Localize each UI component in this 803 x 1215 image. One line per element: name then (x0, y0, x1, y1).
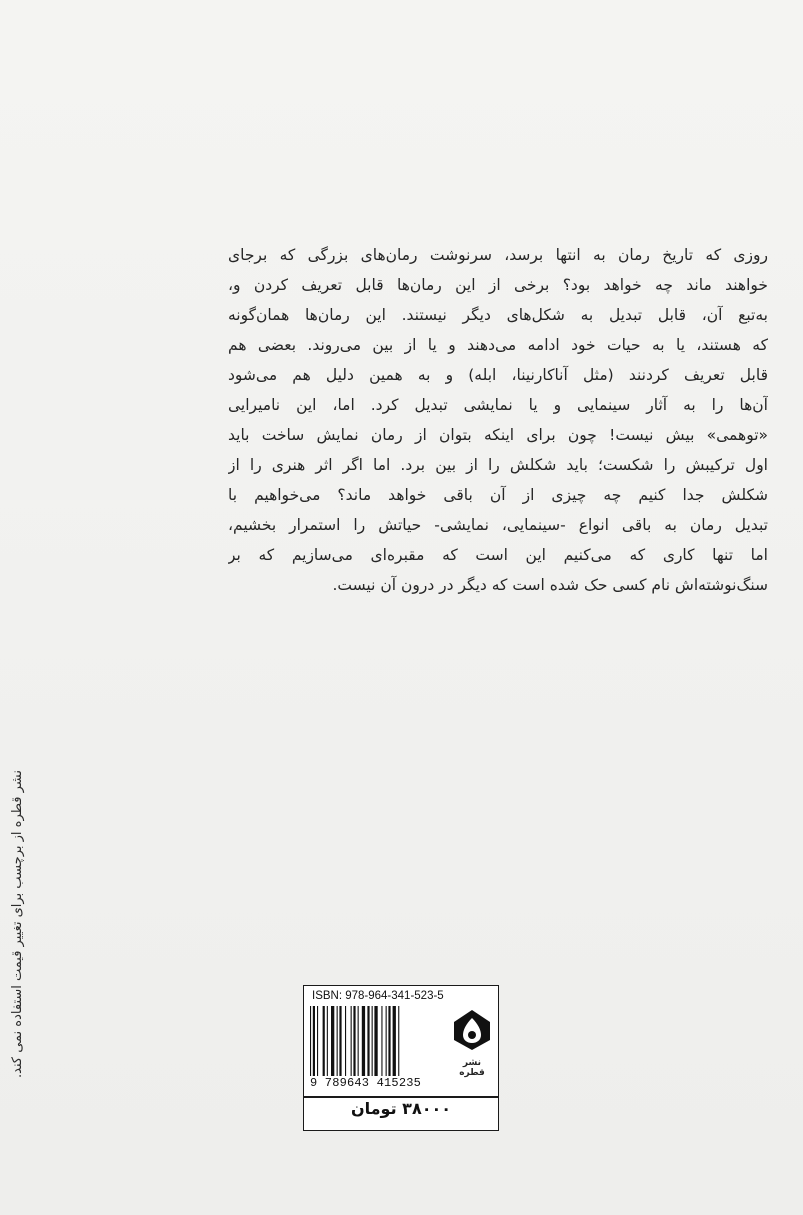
blurb-line: قابل تعریف کردنند (مثل آناکارنینا، ابله) و به همین دلیل هم می‌شود (228, 366, 768, 384)
blurb-line: که هستند، یا به حیات خود ادامه می‌دهند و یا از بین می‌روند. بعضی هم (228, 336, 768, 354)
publisher-logo (450, 1008, 494, 1078)
barcode-box (303, 985, 499, 1131)
blurb-text (228, 240, 768, 600)
blurb-line: به‌تبع آن، قابل تبدیل به شکل‌های دیگر نیستند. این رمان‌ها همان‌گونه (228, 306, 768, 324)
publisher-name: نشر قطره (459, 1058, 485, 1078)
isbn-label: ISBN: 978-964-341-523-5 (312, 990, 444, 1002)
blurb-line: شکلش جدا کنیم چه چیزی از آن باقی خواهد ماند؟ می‌خواهیم با (228, 486, 768, 504)
blurb-line: اما تنها کاری که می‌کنیم این است که مقبره‌ای می‌سازیم که بر (228, 546, 768, 564)
blurb-line: «توهمی» بیش نیست! چون برای اینکه بتوان از رمان نمایش ساخت باید (228, 426, 768, 444)
barcode-bars (310, 1006, 430, 1076)
side-note-price-label: نشر قطره از برچسب برای تغییر قیمت استفاده نمی کند. (10, 770, 25, 1079)
blurb-line: روزی که تاریخ رمان به انتها برسد، سرنوشت رمان‌های بزرگی که برجای (228, 246, 768, 264)
blurb-line: اول ترکیبش را شکست؛ باید شکلش را از بین برد. اما اگر اثر هنری را از (228, 456, 768, 474)
qatreh-publisher-logo-icon (452, 1008, 492, 1052)
blurb-line: تبدیل رمان به باقی انواع -سینمایی، نمایشی- حیاتش را استمرار بخشیم، (228, 516, 768, 534)
blurb-line: سنگ‌نوشته‌اش نام کسی حک شده است که دیگر در درون آن نیست. (332, 576, 768, 594)
price-label: ۳۸۰۰۰ تومان (350, 1099, 451, 1118)
blurb-line: آن‌ها را به آثار سینمایی و یا نمایشی تبدیل کرد. اما، این نامیرایی (228, 396, 768, 414)
price-divider (304, 1096, 498, 1098)
barcode-digits: 9 789643 415235 (310, 1076, 422, 1090)
blurb-line: خواهند ماند چه خواهد بود؟ برخی از این رمان‌ها قابل تعریف کردن و، (228, 276, 768, 294)
